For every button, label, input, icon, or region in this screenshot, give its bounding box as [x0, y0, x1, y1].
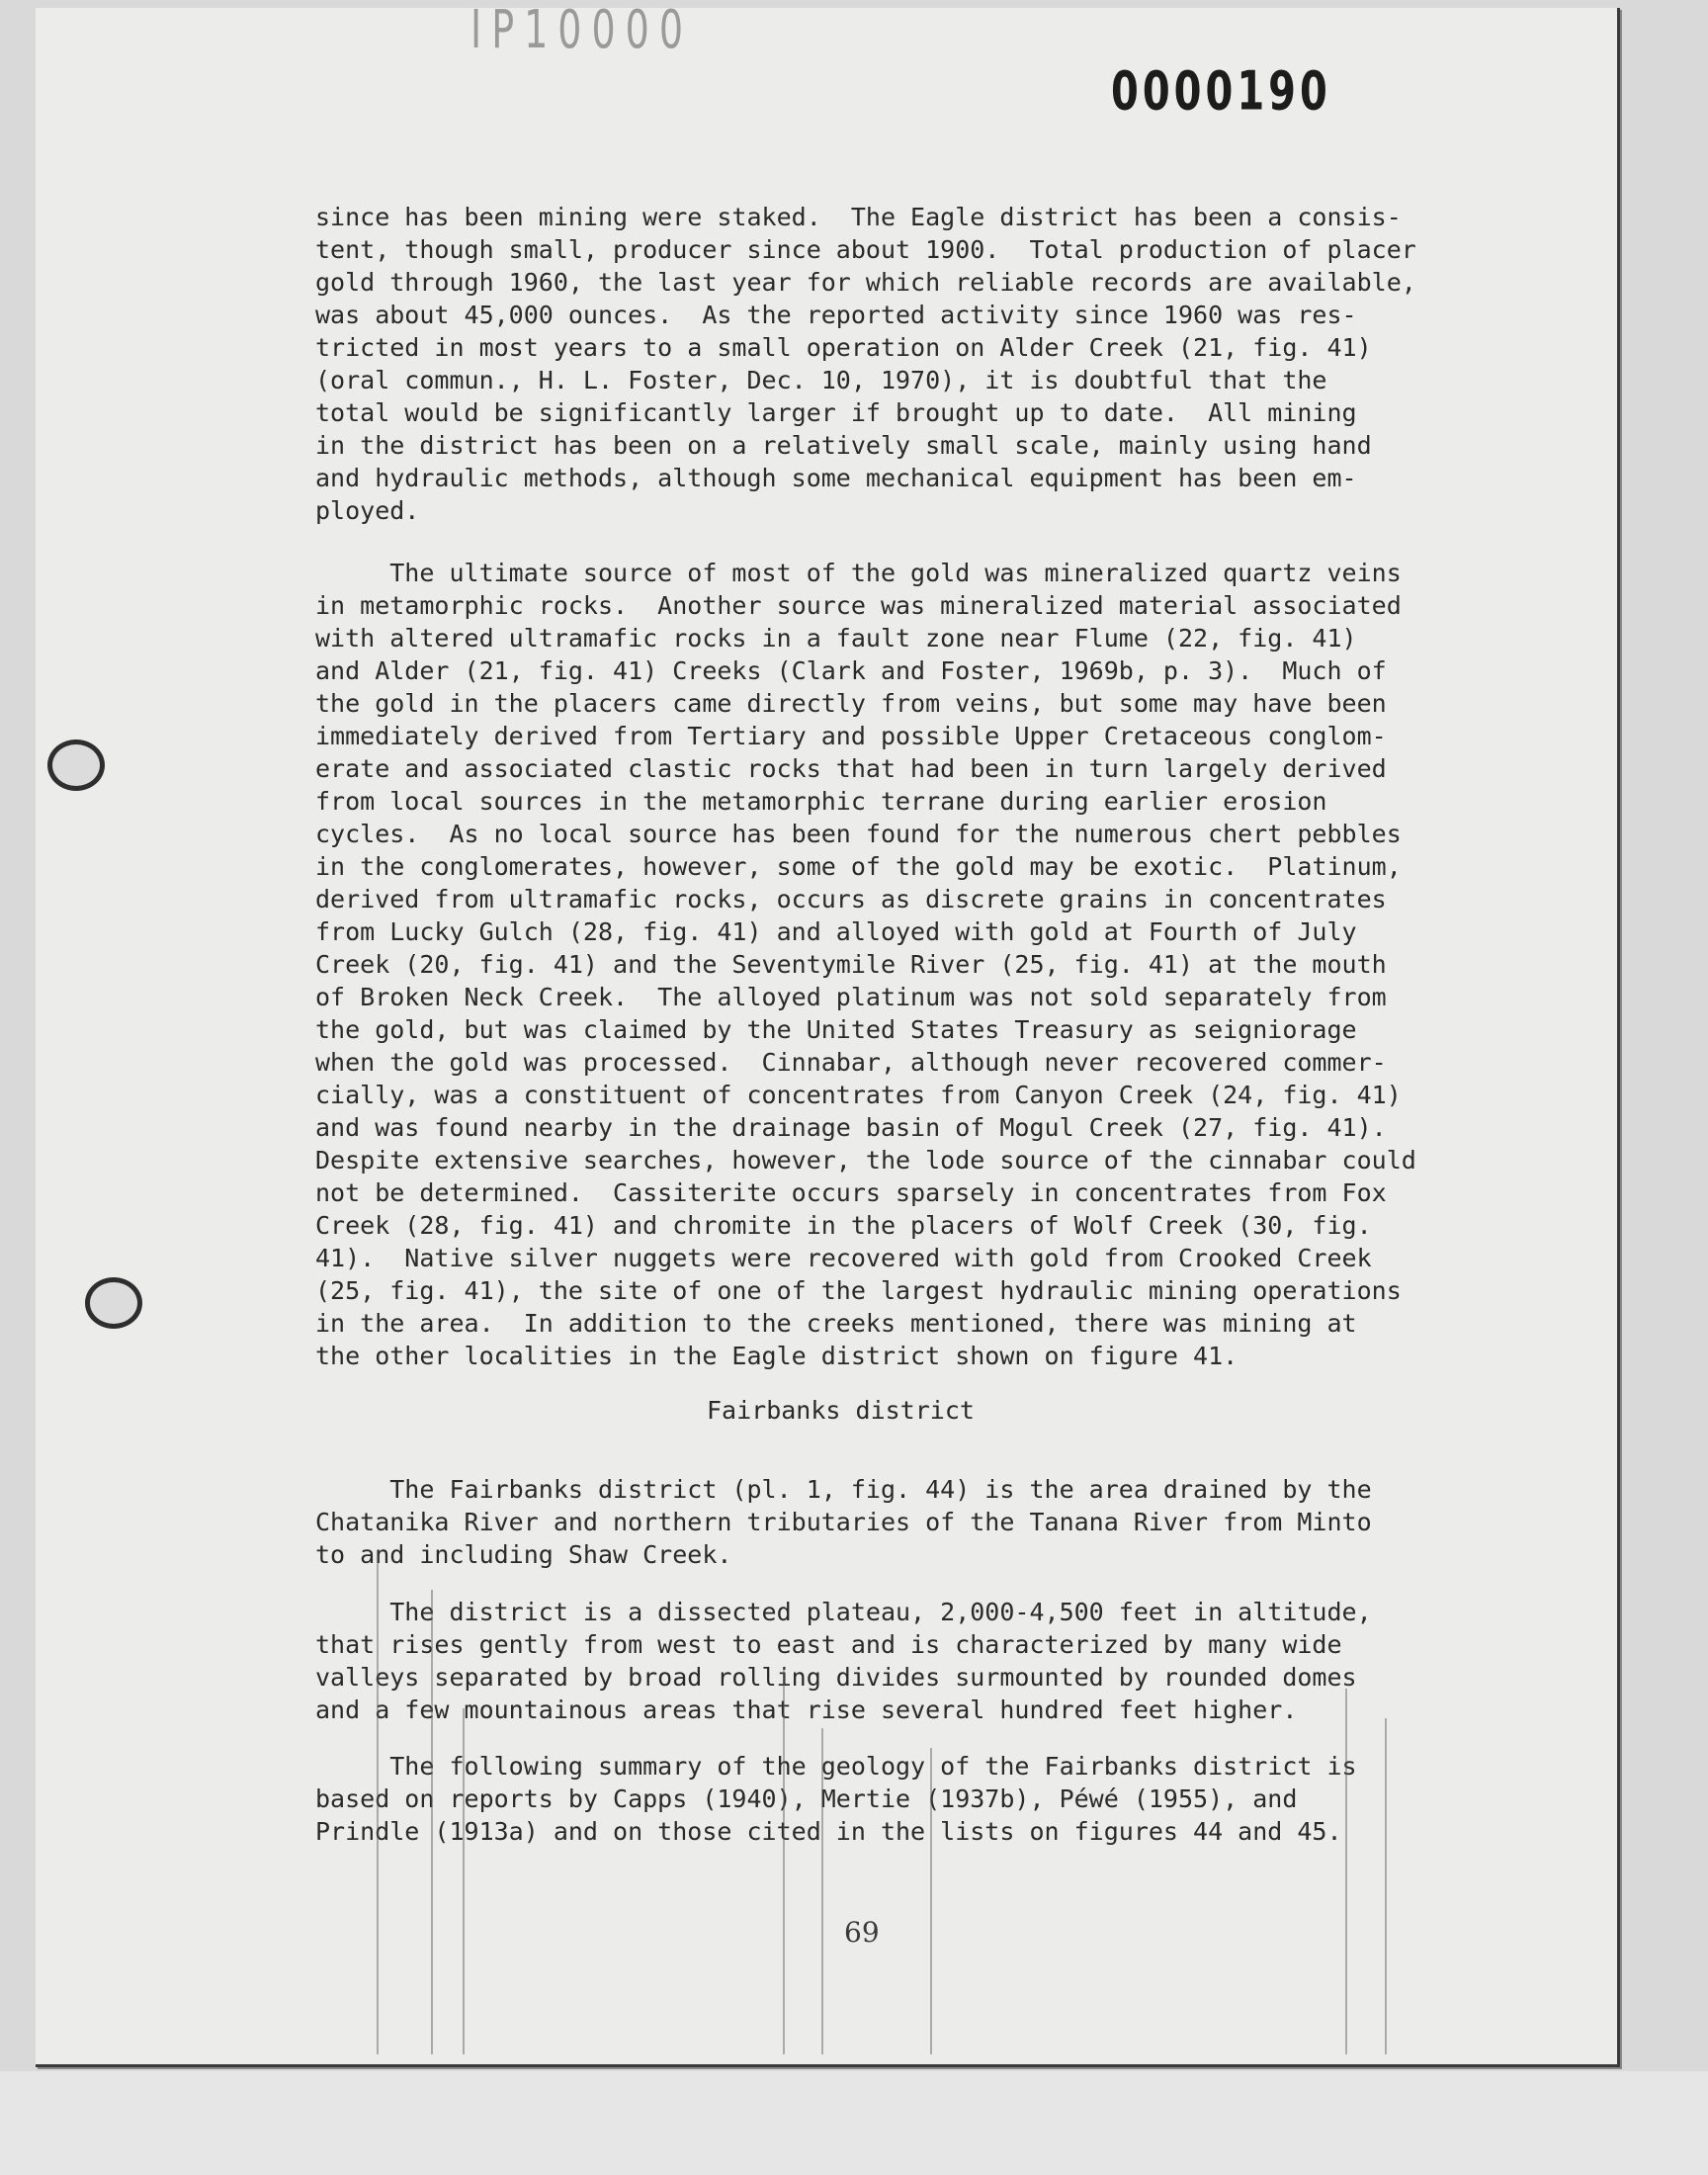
document-number: 0000190: [1111, 60, 1331, 124]
scan-streak: [930, 1748, 932, 2054]
section-heading: Fairbanks district: [707, 1396, 975, 1425]
scan-streak: [1385, 1718, 1387, 2054]
paragraph-fairbanks-area: The Fairbanks district (pl. 1, fig. 44) is the area drained by the Chatanika River and northern tributaries of the Tanana River from Minto to and including Shaw Creek.: [315, 1475, 1372, 1569]
scan-streak: [463, 1708, 465, 2054]
paragraph-fairbanks-plateau: The district is a dissected plateau, 2,000-4,500 feet in altitude, that rises gently from west to east and is characterized by many wide valleys separated by broad rolling divides surmounted by rounded domes and a few mountainous areas that rise several hundred feet higher.: [315, 1598, 1372, 1724]
document-page: [36, 0, 1620, 2067]
faint-top-stamp: IP10000: [470, 0, 694, 60]
scan-streak: [431, 1590, 433, 2054]
scan-background: [0, 2071, 1708, 2175]
scan-streak: [1345, 1689, 1347, 2054]
paragraph-gold-source: The ultimate source of most of the gold was mineralized quartz veins in metamorphic rocks. Another source was mineralized material associated with altered ultramafic rocks in a fault zone near Flume (22, fig. 41) and Alder (21, fig. 41) Creeks (Clark and Foster, 1969b, p. 3). Much of the gold in the placers came directly from veins, but some may have been immediately derived from Tertiary and possible Upper Cretaceous conglom- erate and associated clastic rocks that had been in turn largely derived from local sources in the metamorphic terrane during earlier erosion cycles. As no local source has been found for the numerous chert pebbles in the conglomerates, however, some of the gold may be exotic. Platinum, derived from ultramafic rocks, occurs as discrete grains in concentrates from Lucky Gulch (28, fig. 41) and alloyed with gold at Fourth of July Creek (20, fig. 41) and the Seventymile River (25, fig. 41) at the mouth of Broken Neck Creek. The alloyed platinum was not sold separately from the gold, but was claimed by the United States Treasury as seigniorage when the gold was processed. Cinnabar, although never recovered commer- cially, was a constituent of concentrates from Canyon Creek (24, fig. 41) and was found nearby in the drainage basin of Mogul Creek (27, fig. 41). Despite extensive searches, however, the lode source of the cinnabar could not be determined. Cassiterite occurs sparsely in concentrates from Fox Creek (28, fig. 41) and chromite in the placers of Wolf Creek (30, fig. 41). Native silver nuggets were recovered with gold from Crooked Creek (25, fig. 41), the site of one of the largest hydraulic mining operations in the area. In addition to the creeks mentioned, there was mining at the other localities in the Eagle district shown on figure 41.: [315, 559, 1416, 1370]
scan-streak: [377, 1550, 379, 2054]
paragraph-eagle-production: since has been mining were staked. The Eagle district has been a consis- tent, though small, producer since about 1900. Total production of placer gold through 1960, the last year for which reliable records are available, was about 45,000 ounces. As the reported activity since 1960 was res- tricted in most years to a small operation on Alder Creek (21, fig. 41) (oral commun., H. L. Foster, Dec. 10, 1970), it is doubtful that the total would be significantly larger if brought up to date. All mining in the district has been on a relatively small scale, mainly using hand and hydraulic methods, although some mechanical equipment has been em- ployed.: [315, 203, 1416, 525]
page-number: 69: [844, 1916, 880, 1949]
punch-hole: [85, 1277, 142, 1329]
paragraph-geology-summary: The following summary of the geology of the Fairbanks district is based on reports by Capps (1940), Mertie (1937b), Péwé (1955), and Prindle (1913a) and on those cited in the lists on figures 44 and 45.: [315, 1752, 1357, 1846]
scan-streak: [821, 1728, 823, 2054]
punch-hole: [47, 740, 105, 791]
scan-streak: [783, 1669, 785, 2054]
